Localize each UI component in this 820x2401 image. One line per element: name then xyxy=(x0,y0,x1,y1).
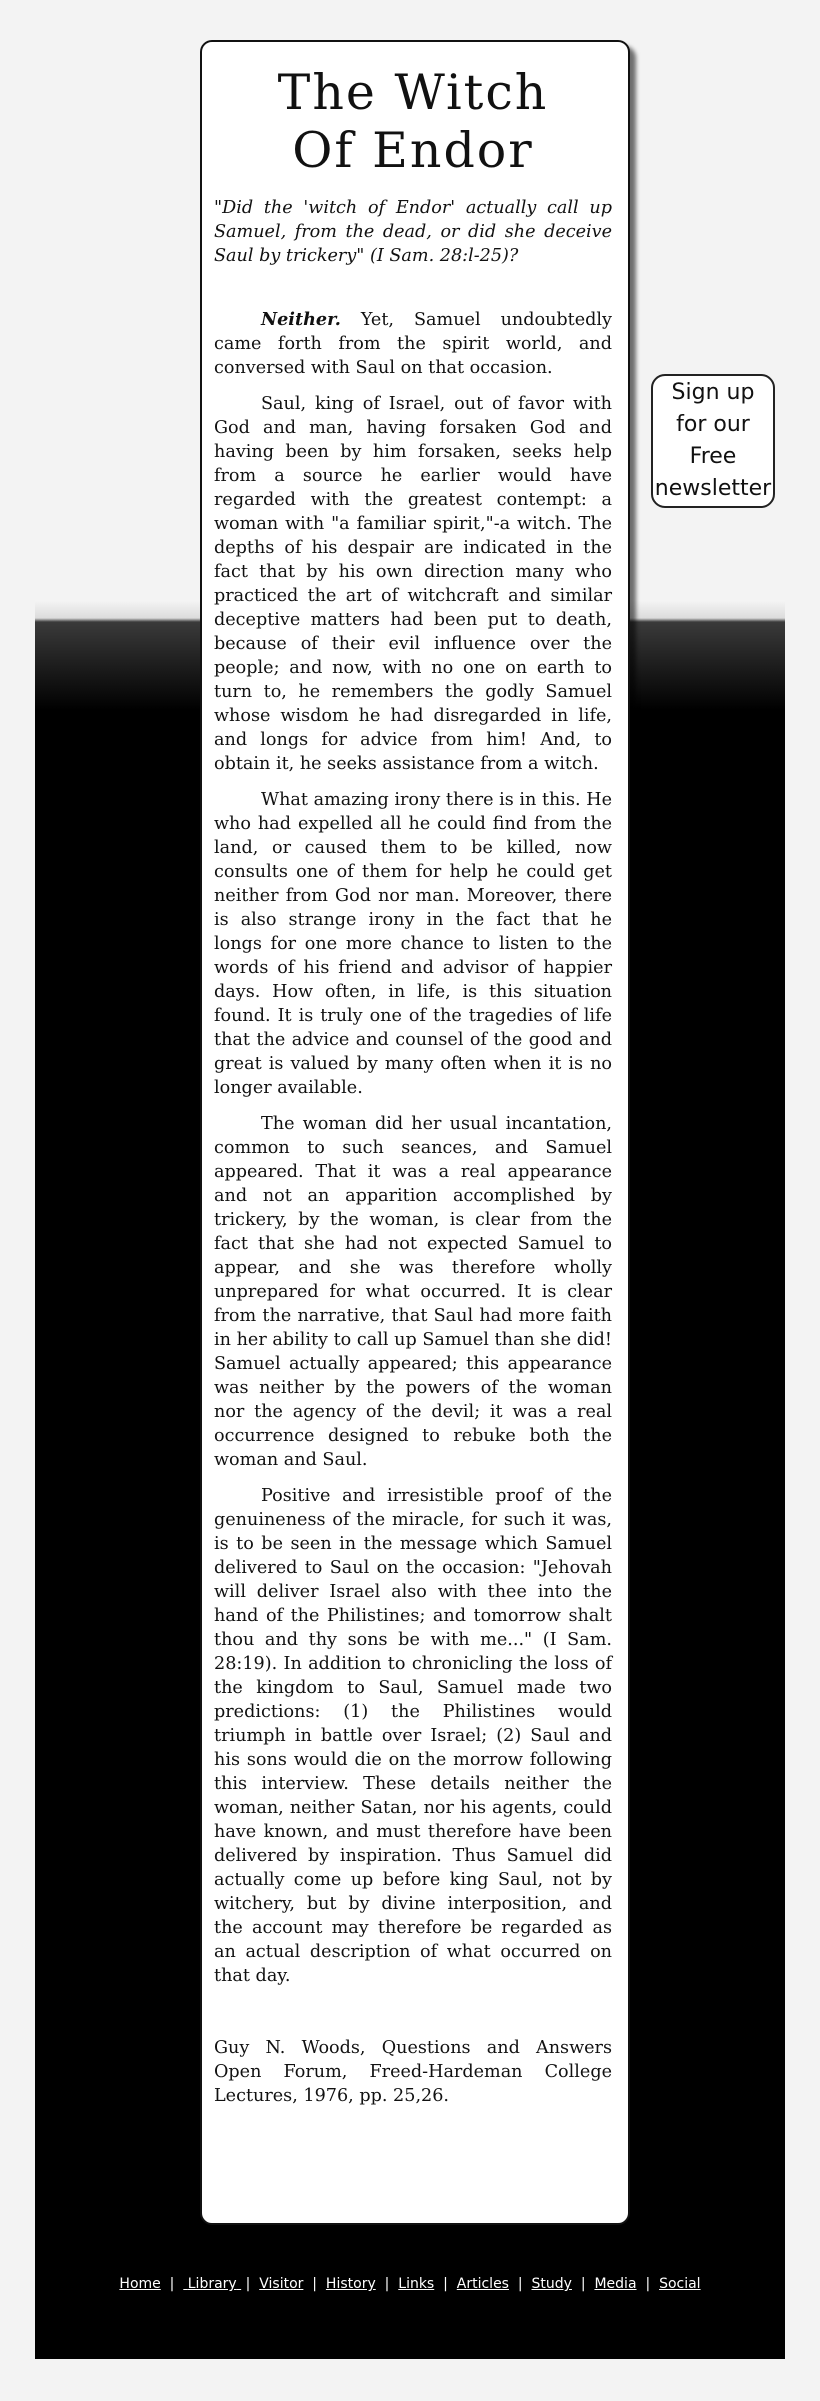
article-card xyxy=(200,40,630,2225)
paragraph-4: The woman did her usual incantation, common to such seances, and Samuel appeared. That it was a real appearance and not an apparition accomplished by trickery, by the woman, is clear from the fact that she had not expected Samuel to appear, and she was therefore wholly unprepared for what occurred. It is clear from the narrative, that Saul had more faith in her ability to call up Samuel than she did! Samuel actually appeared; this appearance was neither by the powers of the woman nor the agency of the devil; it was a real occurrence designed to rebuke both the woman and Saul. xyxy=(214,1114,612,1470)
article-body xyxy=(214,308,612,1988)
footer-link-study[interactable]: Study xyxy=(531,2276,572,2292)
footer-separator: | xyxy=(384,2276,390,2292)
footer-separator: | xyxy=(169,2276,175,2292)
title-line-1: The Witch xyxy=(277,64,549,121)
paragraph-2: Saul, king of Israel, out of favor with God and man, having forsaken God and having been by him forsaken, seeks help from a source he earlier would have regarded with the greatest contempt: a woman with "a familiar spirit,"-a witch. The depths of his despair are indicated in the fact that by his own direction many who practiced the art of witchcraft and similar deceptive matters had been put to death, because of their evil influence over the people; and now, with no one on earth to turn to, he remembers the godly Samuel whose wisdom he had disregarded in life, and longs for advice from him! And, to obtain it, he seeks assistance from a witch. xyxy=(214,394,612,774)
footer-link-visitor[interactable]: Visitor xyxy=(259,2276,304,2292)
paragraph-1 xyxy=(214,308,612,380)
footer-nav xyxy=(35,2276,785,2292)
footer-separator: | xyxy=(312,2276,318,2292)
footer-link-media[interactable]: Media xyxy=(594,2276,637,2292)
citation: Guy N. Woods, Questions and Answers Open Forum, Freed-Hardeman College Lectures, 1976, pp. 25,26. xyxy=(214,2038,612,2106)
footer-separator: | xyxy=(517,2276,523,2292)
footer-link-history[interactable]: History xyxy=(325,2276,376,2292)
footer-link-articles[interactable]: Articles xyxy=(456,2276,509,2292)
paragraph-3: What amazing irony there is in this. He who had expelled all he could find from the land, or caused them to be killed, now consults one of them for help he could get neither from God nor man. Moreover, there is also strange irony in the fact that he longs for one more chance to listen to the words of his friend and advisor of happier days. How often, in life, is this situation found. It is truly one of the tragedies of life that the advice and counsel of the good and great is valued by many often when it is no longer available. xyxy=(214,790,612,1098)
footer-separator: | xyxy=(580,2276,586,2292)
footer-link-home[interactable]: Home xyxy=(119,2276,161,2292)
footer-separator: | xyxy=(245,2276,251,2292)
footer-link-social[interactable]: Social xyxy=(659,2276,701,2292)
paragraph-5: Positive and irresistible proof of the genuineness of the miracle, for such it was, is to be seen in the message which Samuel delivered to Saul on the occasion: "Jehovah will deliver Israel also with thee into the hand of the Philistines; and tomorrow shalt thou and thy sons be with me..." (I Sam. 28:19). In addition to chronicling the loss of the kingdom to Saul, Samuel made two predictions: (1) the Philistines would triumph in battle over Israel; (2) Saul and his sons would die on the morrow following this interview. These details neither the woman, neither Satan, nor his agents, could have known, and must therefore have been delivered by inspiration. Thus Samuel did actually come up before king Saul, not by witchery, but by divine interposition, and the account may therefore be regarded as an actual description of what occurred on that day. xyxy=(214,1486,612,1986)
newsletter-signup-button[interactable] xyxy=(651,374,775,508)
signup-line-2: for our xyxy=(676,412,750,437)
article-question: "Did the 'witch of Endor' actually call up Samuel, from the dead, or did she deceive Saul by trickery" (I Sam. 28:l-25)? xyxy=(214,198,612,266)
footer-link-links[interactable]: Links xyxy=(398,2276,435,2292)
signup-line-4: newsletter xyxy=(654,476,772,501)
footer-link-library-label: Library xyxy=(187,2276,237,2292)
footer-separator: | xyxy=(645,2276,651,2292)
paragraph-1-lead: Neither. xyxy=(261,309,341,330)
signup-line-3: Free xyxy=(689,444,737,469)
title-line-2: Of Endor xyxy=(292,122,534,179)
footer-separator: | xyxy=(443,2276,448,2292)
paragraph-1-text: Yet, Samuel undoubtedly came forth from the spirit world, and conversed with Saul on that occasion. xyxy=(214,310,612,378)
footer-link-library[interactable] xyxy=(183,2276,241,2292)
page-title xyxy=(214,64,612,180)
signup-line-1: Sign up xyxy=(671,380,755,405)
